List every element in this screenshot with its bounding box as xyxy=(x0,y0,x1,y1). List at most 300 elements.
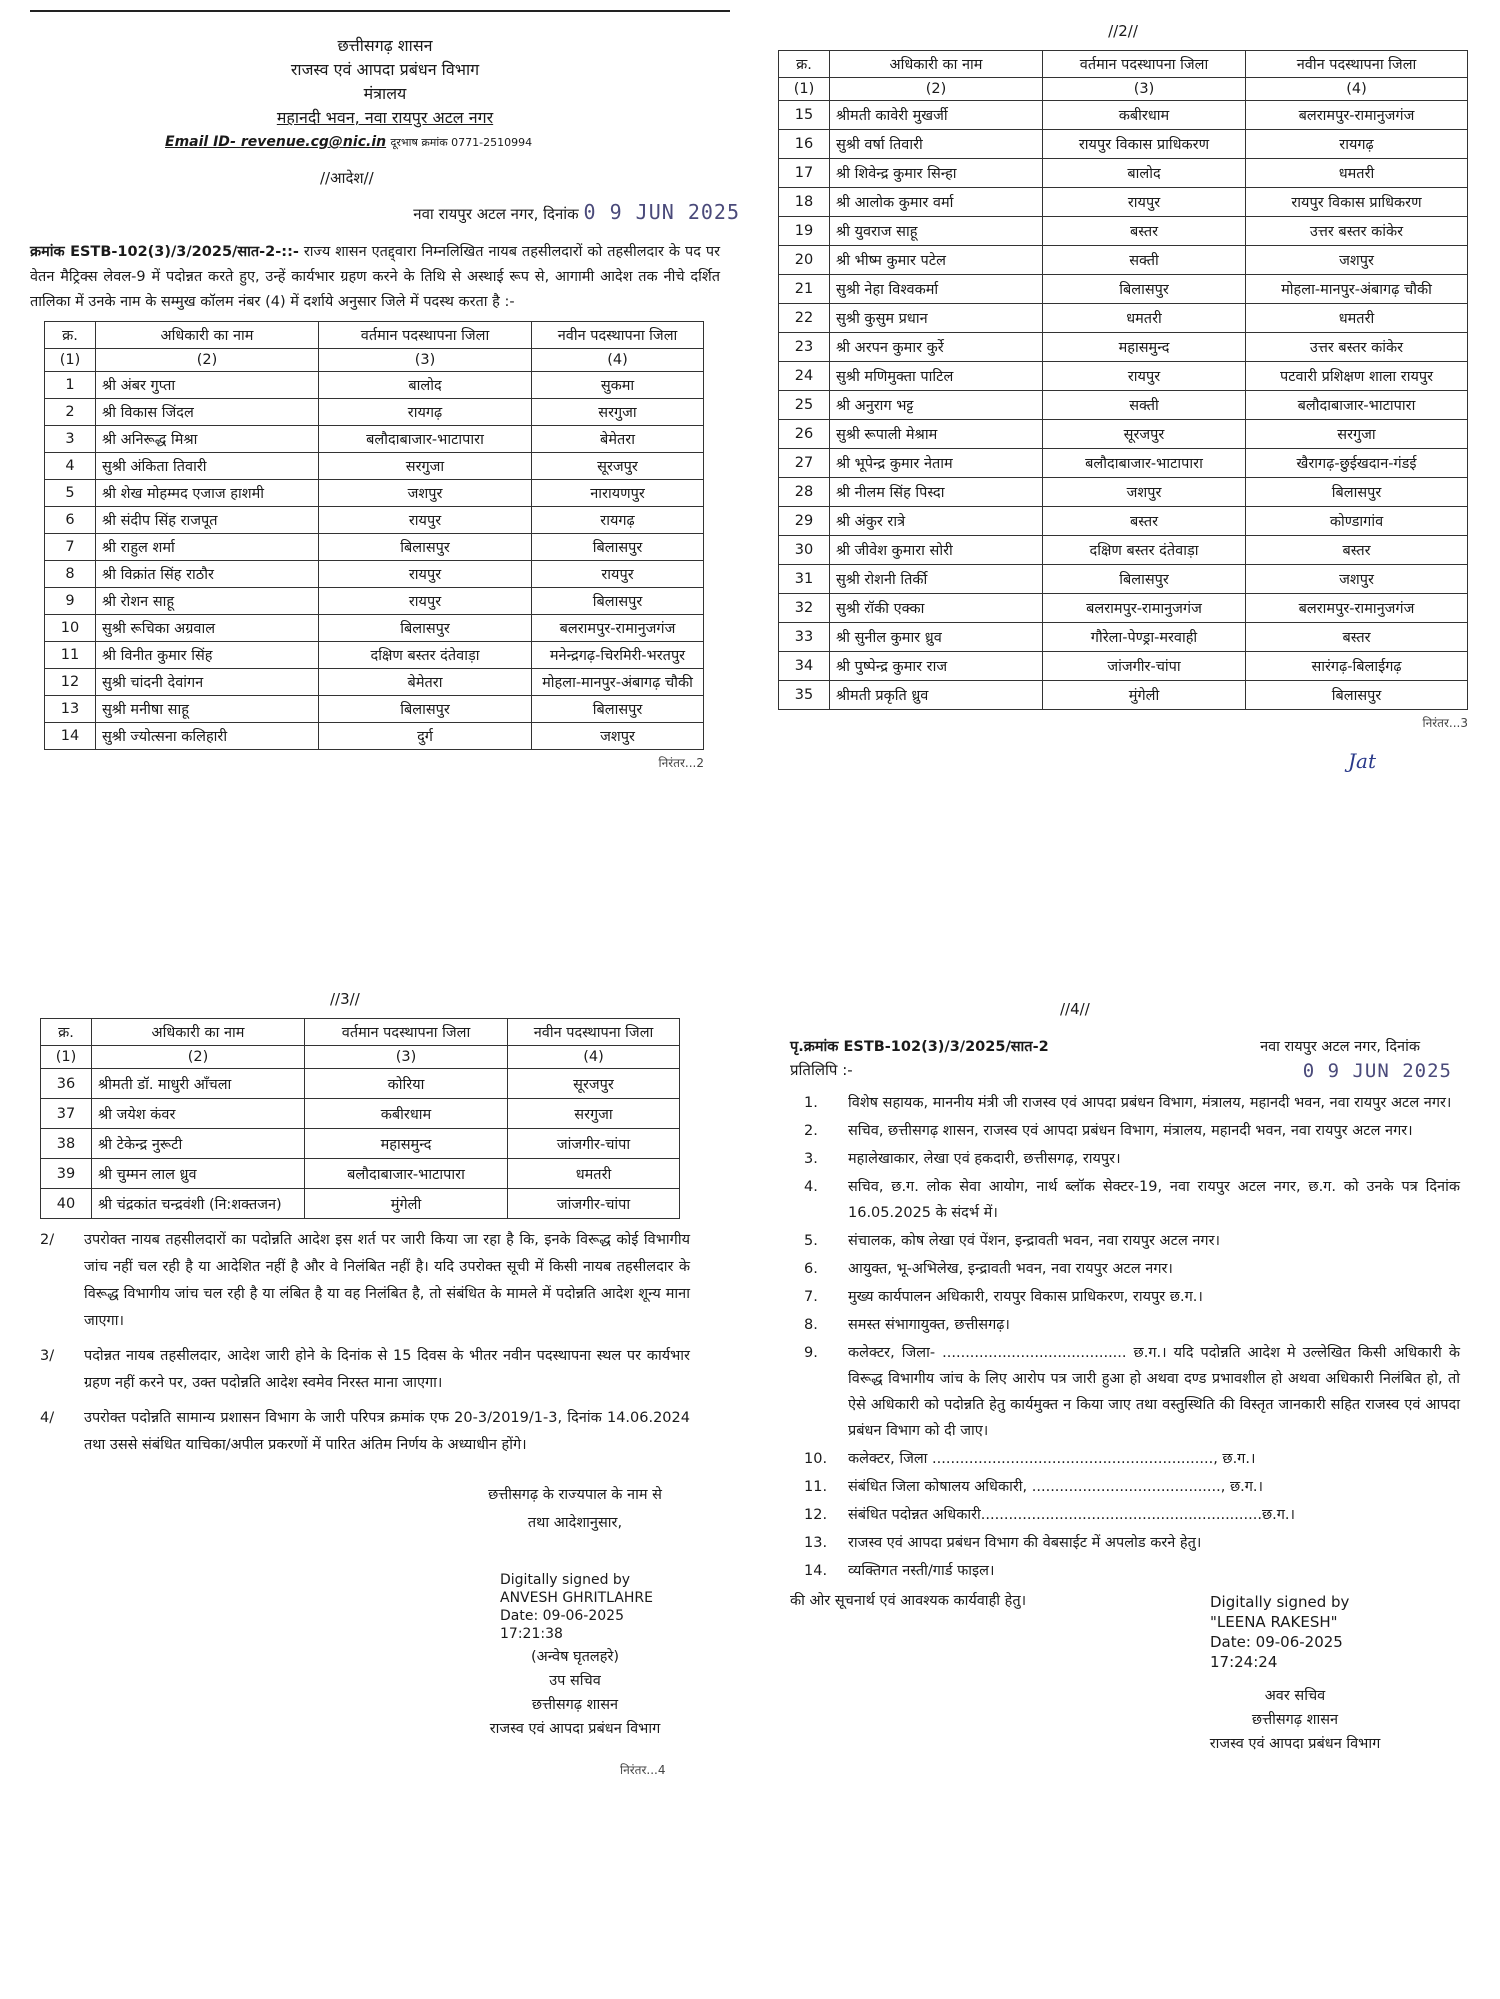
cell-new-district: रायपुर विकास प्राधिकरण xyxy=(1246,188,1468,217)
cell-new-district: मोहला-मानपुर-अंबागढ़ चौकी xyxy=(1246,275,1468,304)
table-row xyxy=(45,696,704,723)
digital-signature-1 xyxy=(500,1571,700,1643)
item-num: 14. xyxy=(804,1563,828,1579)
promotion-table-2 xyxy=(778,50,1468,710)
page-4 xyxy=(790,1000,1460,1756)
cell-current-district: रायपुर xyxy=(1043,362,1246,391)
cell-new-district: रायगढ़ xyxy=(532,507,704,534)
table-row xyxy=(41,1189,680,1219)
signer-govt: छत्तीसगढ़ शासन xyxy=(531,1697,619,1713)
cell-sno: 12 xyxy=(45,669,96,696)
cell-officer-name: सुश्री मनीषा साहू xyxy=(96,696,319,723)
condition-text: उपरोक्त पदोन्नति सामान्य प्रशासन विभाग के जारी परिपत्र क्रमांक एफ 20-3/2019/1-3, दिनांक 14.06.2024 तथा उससे संबंधित याचिका/अपील प्रकरणों में पारित अंतिम निर्णय के अध्याधीन होंगे। xyxy=(84,1410,690,1453)
govt-name: छत्तीसगढ़ शासन xyxy=(337,36,433,55)
cell-new-district: सुकमा xyxy=(532,372,704,399)
cell-sno: 24 xyxy=(779,362,830,391)
colnum-1: (1) xyxy=(41,1046,92,1069)
table-row xyxy=(45,615,704,642)
cell-new-district: जशपुर xyxy=(532,723,704,750)
cell-sno: 4 xyxy=(45,453,96,480)
item-text: आयुक्त, भू-अभिलेख, इन्द्रावती भवन, नवा रायपुर अटल नगर। xyxy=(848,1261,1173,1277)
table-row xyxy=(45,372,704,399)
item-text: विशेष सहायक, माननीय मंत्री जी राजस्व एवं आपदा प्रबंधन विभाग, मंत्रालय, महानदी भवन, नवा रायपुर अटल नगर। xyxy=(848,1095,1452,1111)
item-num: 4. xyxy=(804,1179,818,1195)
cell-current-district: बिलासपुर xyxy=(319,534,532,561)
cell-sno: 1 xyxy=(45,372,96,399)
table-header-row xyxy=(45,322,704,349)
cell-new-district: बस्तर xyxy=(1246,623,1468,652)
cell-sno: 39 xyxy=(41,1159,92,1189)
table-row xyxy=(45,561,704,588)
cell-new-district: जांजगीर-चांपा xyxy=(508,1129,680,1159)
cell-current-district: बिलासपुर xyxy=(319,696,532,723)
cell-sno: 36 xyxy=(41,1069,92,1099)
cell-current-district: मुंगेली xyxy=(305,1189,508,1219)
continued-note: निरंतर...3 xyxy=(1422,716,1468,730)
cell-new-district: बिलासपुर xyxy=(1246,478,1468,507)
condition-text: पदोन्नत नायब तहसीलदार, आदेश जारी होने के दिनांक से 15 दिवस के भीतर नवीन पदस्थापना स्थल पर कार्यभार ग्रहण नहीं करने पर, उक्त पदोन्नति आदेश स्वमेव निरस्त माना जाएगा। xyxy=(84,1348,690,1391)
table-row xyxy=(45,426,704,453)
col-header-sno: क्र. xyxy=(779,51,830,78)
item-num: 8. xyxy=(804,1317,818,1333)
cell-new-district: बस्तर xyxy=(1246,536,1468,565)
copy-list-item xyxy=(790,1118,1460,1144)
table-row xyxy=(779,362,1468,391)
item-text: कलेक्टर, जिला ............................................................., छ.ग.। xyxy=(848,1451,1256,1467)
page-number: //2// xyxy=(1108,22,1138,40)
page-number: //3// xyxy=(330,990,360,1008)
table-body xyxy=(41,1069,680,1219)
table-row xyxy=(779,275,1468,304)
cell-sno: 26 xyxy=(779,420,830,449)
cell-new-district: पटवारी प्रशिक्षण शाला रायपुर xyxy=(1246,362,1468,391)
cell-officer-name: श्री सुनील कुमार ध्रुव xyxy=(830,623,1043,652)
cell-current-district: सूरजपुर xyxy=(1043,420,1246,449)
item-num: 7. xyxy=(804,1289,818,1305)
cell-officer-name: श्री पुष्पेन्द्र कुमार राज xyxy=(830,652,1043,681)
table-header-row xyxy=(41,1019,680,1046)
sig-label: Digitally signed by xyxy=(500,1572,631,1588)
cell-current-district: सक्ती xyxy=(1043,391,1246,420)
cell-sno: 11 xyxy=(45,642,96,669)
colnum-2: (2) xyxy=(830,78,1043,101)
item-text: समस्त संभागायुक्त, छत्तीसगढ़। xyxy=(848,1317,1010,1333)
sig-date: Date: 09-06-2025 xyxy=(500,1608,624,1624)
table-row xyxy=(779,130,1468,159)
copy-list-item xyxy=(790,1090,1460,1116)
colnum-3: (3) xyxy=(319,349,532,372)
cell-officer-name: सुश्री अंकिता तिवारी xyxy=(96,453,319,480)
cell-sno: 22 xyxy=(779,304,830,333)
copy-ref: पृ.क्रमांक ESTB-102(3)/3/2025/सात-2 xyxy=(790,1039,1049,1055)
cell-officer-name: सुश्री नेहा विश्वकर्मा xyxy=(830,275,1043,304)
col-header-name: अधिकारी का नाम xyxy=(830,51,1043,78)
cell-new-district: सूरजपुर xyxy=(508,1069,680,1099)
cell-officer-name: श्री अनुराग भट्ट xyxy=(830,391,1043,420)
colnum-4: (4) xyxy=(508,1046,680,1069)
col-header-name: अधिकारी का नाम xyxy=(96,322,319,349)
sig-date: Date: 09-06-2025 xyxy=(1210,1633,1343,1651)
cell-sno: 29 xyxy=(779,507,830,536)
cell-current-district: बलौदाबाजार-भाटापारा xyxy=(305,1159,508,1189)
cell-current-district: बिलासपुर xyxy=(1043,275,1246,304)
cell-sno: 35 xyxy=(779,681,830,710)
cell-new-district: सरगुजा xyxy=(508,1099,680,1129)
page-1 xyxy=(30,10,740,771)
continued-note: निरंतर...4 xyxy=(620,1763,666,1777)
email-link[interactable]: Email ID- revenue.cg@nic.in xyxy=(165,134,387,150)
table-row xyxy=(45,642,704,669)
item-text: सचिव, छत्तीसगढ़ शासन, राजस्व एवं आपदा प्रबंधन विभाग, मंत्रालय, महानदी भवन, नवा रायपुर अटल नगर। xyxy=(848,1123,1413,1139)
cell-current-district: बालोद xyxy=(1043,159,1246,188)
governor-line-1: छत्तीसगढ़ के राज्यपाल के नाम से xyxy=(488,1487,662,1503)
ministry-name: मंत्रालय xyxy=(363,84,407,103)
cell-officer-name: सुश्री चांदनी देवांगन xyxy=(96,669,319,696)
cell-current-district: दक्षिण बस्तर दंतेवाड़ा xyxy=(319,642,532,669)
condition-num: 2/ xyxy=(40,1232,55,1248)
cell-officer-name: श्री भीष्म कुमार पटेल xyxy=(830,246,1043,275)
continued-note: निरंतर...2 xyxy=(658,756,704,770)
cell-sno: 18 xyxy=(779,188,830,217)
table-row xyxy=(45,669,704,696)
cell-new-district: बिलासपुर xyxy=(532,696,704,723)
table-row xyxy=(779,246,1468,275)
sig-name: ANVESH GHRITLAHRE xyxy=(500,1590,653,1606)
cell-sno: 10 xyxy=(45,615,96,642)
cell-new-district: बलरामपुर-रामानुजगंज xyxy=(1246,594,1468,623)
cell-sno: 25 xyxy=(779,391,830,420)
cell-current-district: रायपुर xyxy=(319,588,532,615)
cell-officer-name: श्री संदीप सिंह राजपूत xyxy=(96,507,319,534)
cell-new-district: खैरागढ़-छुईखदान-गंडई xyxy=(1246,449,1468,478)
initials-signature: Jat xyxy=(1348,749,1376,773)
cell-officer-name: श्री शिवेन्द्र कुमार सिन्हा xyxy=(830,159,1043,188)
copy-list-item xyxy=(790,1530,1460,1556)
col-header-new: नवीन पदस्थापना जिला xyxy=(532,322,704,349)
copy-list-item xyxy=(790,1340,1460,1444)
signer-dept: राजस्व एवं आपदा प्रबंधन विभाग xyxy=(489,1721,661,1737)
page-2 xyxy=(778,22,1468,773)
cell-officer-name: सुश्री वर्षा तिवारी xyxy=(830,130,1043,159)
cell-sno: 27 xyxy=(779,449,830,478)
item-num: 10. xyxy=(804,1451,828,1467)
promotion-table-1 xyxy=(44,321,704,750)
page-3 xyxy=(40,990,700,1778)
col-header-sno: क्र. xyxy=(41,1019,92,1046)
copy-list-item xyxy=(790,1284,1460,1310)
col-header-current: वर्तमान पदस्थापना जिला xyxy=(319,322,532,349)
cell-officer-name: श्रीमती प्रकृति ध्रुव xyxy=(830,681,1043,710)
cell-officer-name: श्रीमती कावेरी मुखर्जी xyxy=(830,101,1043,130)
cell-officer-name: सुश्री रूचिका अग्रवाल xyxy=(96,615,319,642)
table-row xyxy=(41,1069,680,1099)
col-header-current: वर्तमान पदस्थापना जिला xyxy=(305,1019,508,1046)
copy-list-item xyxy=(790,1146,1460,1172)
colnum-2: (2) xyxy=(96,349,319,372)
cell-officer-name: श्री जीवेश कुमारा सोरी xyxy=(830,536,1043,565)
cell-sno: 20 xyxy=(779,246,830,275)
cell-officer-name: श्रीमती डॉ. माधुरी आँचला xyxy=(92,1069,305,1099)
cell-sno: 9 xyxy=(45,588,96,615)
table-row xyxy=(45,507,704,534)
copy-list-item xyxy=(790,1256,1460,1282)
cell-new-district: जशपुर xyxy=(1246,246,1468,275)
cell-officer-name: श्री अरपन कुमार कुर्रे xyxy=(830,333,1043,362)
cell-new-district: बिलासपुर xyxy=(1246,681,1468,710)
closing-line: की ओर सूचनार्थ एवं आवश्यक कार्यवाही हेतु। xyxy=(790,1593,1027,1609)
page-number: //4// xyxy=(1060,1000,1090,1018)
cell-new-district: रायपुर xyxy=(532,561,704,588)
table-row xyxy=(779,333,1468,362)
cell-sno: 15 xyxy=(779,101,830,130)
table-row xyxy=(779,536,1468,565)
signer-dept: राजस्व एवं आपदा प्रबंधन विभाग xyxy=(1209,1736,1381,1752)
cell-officer-name: श्री टेकेन्द्र नुरूटी xyxy=(92,1129,305,1159)
cell-current-district: दुर्ग xyxy=(319,723,532,750)
cell-current-district: बस्तर xyxy=(1043,507,1246,536)
item-num: 5. xyxy=(804,1233,818,1249)
item-text: संबंधित जिला कोषालय अधिकारी, ........................................., छ.ग.। xyxy=(848,1479,1263,1495)
cell-officer-name: सुश्री ज्योत्सना कलिहारी xyxy=(96,723,319,750)
cell-officer-name: सुश्री रूपाली मेश्राम xyxy=(830,420,1043,449)
cell-new-district: बिलासपुर xyxy=(532,588,704,615)
cell-sno: 8 xyxy=(45,561,96,588)
table-row xyxy=(779,681,1468,710)
cell-new-district: बलरामपुर-रामानुजगंज xyxy=(1246,101,1468,130)
item-num: 11. xyxy=(804,1479,828,1495)
colnum-3: (3) xyxy=(305,1046,508,1069)
cell-officer-name: श्री अंबर गुप्ता xyxy=(96,372,319,399)
cell-current-district: रायपुर विकास प्राधिकरण xyxy=(1043,130,1246,159)
cell-sno: 37 xyxy=(41,1099,92,1129)
cell-current-district: धमतरी xyxy=(1043,304,1246,333)
cell-sno: 5 xyxy=(45,480,96,507)
cell-officer-name: श्री विनीत कुमार सिंह xyxy=(96,642,319,669)
table-row xyxy=(779,188,1468,217)
cell-officer-name: श्री शेख मोहम्मद एजाज हाशमी xyxy=(96,480,319,507)
cell-sno: 14 xyxy=(45,723,96,750)
cell-sno: 21 xyxy=(779,275,830,304)
cell-current-district: बेमेतरा xyxy=(319,669,532,696)
cell-officer-name: श्री आलोक कुमार वर्मा xyxy=(830,188,1043,217)
cell-new-district: धमतरी xyxy=(1246,159,1468,188)
cell-sno: 7 xyxy=(45,534,96,561)
digital-signature-2 xyxy=(1210,1592,1460,1672)
colnum-4: (4) xyxy=(1246,78,1468,101)
table-row xyxy=(41,1129,680,1159)
table-row xyxy=(779,217,1468,246)
table-row xyxy=(45,453,704,480)
table-row xyxy=(779,101,1468,130)
office-address: महानदी भवन, नवा रायपुर अटल नगर xyxy=(276,108,494,127)
order-ref: क्रमांक ESTB-102(3)/3/2025/सात-2-::- xyxy=(30,244,299,260)
cell-officer-name: श्री जयेश कंवर xyxy=(92,1099,305,1129)
item-num: 2. xyxy=(804,1123,818,1139)
table-row xyxy=(45,588,704,615)
table-row xyxy=(779,594,1468,623)
item-text: राजस्व एवं आपदा प्रबंधन विभाग की वेबसाईट में अपलोड करने हेतु। xyxy=(848,1535,1202,1551)
table-row xyxy=(779,478,1468,507)
cell-new-district: मनेन्द्रगढ़-चिरमिरी-भरतपुर xyxy=(532,642,704,669)
cell-current-district: दक्षिण बस्तर दंतेवाड़ा xyxy=(1043,536,1246,565)
cell-current-district: रायगढ़ xyxy=(319,399,532,426)
cell-current-district: महासमुन्द xyxy=(1043,333,1246,362)
cell-sno: 33 xyxy=(779,623,830,652)
item-text: व्यक्तिगत नस्ती/गार्ड फाइल। xyxy=(848,1563,995,1579)
table-row xyxy=(45,480,704,507)
table-row xyxy=(779,159,1468,188)
condition-3 xyxy=(40,1343,690,1397)
cell-sno: 38 xyxy=(41,1129,92,1159)
cell-current-district: सरगुजा xyxy=(319,453,532,480)
governor-line-2: तथा आदेशानुसार, xyxy=(527,1515,623,1531)
order-body: राज्य शासन एतद्द्वारा निम्नलिखित नायब तहसीलदारों को तहसीलदार के पद पर वेतन मैट्रिक्स लेवल-9 में पदोन्नत करते हुए, उन्हें कार्यभार ग्रहण करने के तिथि से अस्थाई रूप से, आगामी आदेश तक नीचे दर्शित तालिका में उनके नाम के सम्मुख कॉलम नंबर (4) में दर्शाये अनुसार जिले में पदस्थ करता है :- xyxy=(30,244,721,310)
cell-current-district: बस्तर xyxy=(1043,217,1246,246)
cell-sno: 13 xyxy=(45,696,96,723)
cell-current-district: रायपुर xyxy=(1043,188,1246,217)
cell-current-district: जशपुर xyxy=(1043,478,1246,507)
place-date: नवा रायपुर अटल नगर, दिनांक xyxy=(1260,1039,1420,1055)
table-row xyxy=(779,623,1468,652)
colnum-2: (2) xyxy=(92,1046,305,1069)
cell-officer-name: श्री चंद्रकांत चन्द्रवंशी (नि:शक्तजन) xyxy=(92,1189,305,1219)
sig-label: Digitally signed by xyxy=(1210,1593,1350,1611)
cell-new-district: बलौदाबाजार-भाटापारा xyxy=(1246,391,1468,420)
copy-to-label: प्रतिलिपि :- xyxy=(790,1061,853,1079)
table-row xyxy=(779,420,1468,449)
table-row xyxy=(779,507,1468,536)
cell-current-district: रायपुर xyxy=(319,507,532,534)
place-date: नवा रायपुर अटल नगर, दिनांक xyxy=(413,205,579,223)
copy-list-item xyxy=(790,1502,1460,1528)
cell-new-district: नारायणपुर xyxy=(532,480,704,507)
copy-list-item xyxy=(790,1474,1460,1500)
cell-officer-name: सुश्री कुसुम प्रधान xyxy=(830,304,1043,333)
cell-new-district: जशपुर xyxy=(1246,565,1468,594)
cell-officer-name: श्री अंकुर रात्रे xyxy=(830,507,1043,536)
cell-sno: 17 xyxy=(779,159,830,188)
item-num: 6. xyxy=(804,1261,818,1277)
item-text: संबंधित पदोन्नत अधिकारी.............................................................छ.ग.। xyxy=(848,1507,1295,1523)
item-text: कलेक्टर, जिला- ........................................ छ.ग.। यदि पदोन्नति आदेश मे उल्लेखित किसी अधिकारी के विरूद्ध विभागीय जांच के लिए आरोप पत्र जारी हुआ हो अथवा दण्ड प्रभावशील हो अथवा अधिकारी निलंबित हो, तो ऐसे अधिकारी को पदोन्नति हेतु कार्यमुक्त न किया जाए तथा वस्तुस्थिति की विस्तृत जानकारी सहित राजस्व एवं आपदा प्रबंधन विभाग को दी जाए। xyxy=(848,1345,1460,1439)
cell-sno: 40 xyxy=(41,1189,92,1219)
top-rule xyxy=(30,10,730,12)
cell-new-district: रायगढ़ xyxy=(1246,130,1468,159)
col-header-new: नवीन पदस्थापना जिला xyxy=(508,1019,680,1046)
cell-current-district: कोरिया xyxy=(305,1069,508,1099)
sig-name: "LEENA RAKESH" xyxy=(1210,1613,1338,1631)
phone-number: दूरभाष क्रमांक 0771-2510994 xyxy=(390,136,533,149)
cell-current-district: सक्ती xyxy=(1043,246,1246,275)
cell-new-district: धमतरी xyxy=(1246,304,1468,333)
date-stamp: 0 9 JUN 2025 xyxy=(583,200,740,224)
cell-new-district: जांजगीर-चांपा xyxy=(508,1189,680,1219)
col-header-sno: क्र. xyxy=(45,322,96,349)
cell-current-district: रायपुर xyxy=(319,561,532,588)
cell-sno: 31 xyxy=(779,565,830,594)
col-header-name: अधिकारी का नाम xyxy=(92,1019,305,1046)
cell-officer-name: श्री विक्रांत सिंह राठौर xyxy=(96,561,319,588)
item-text: संचालक, कोष लेखा एवं पेंशन, इन्द्रावती भवन, नवा रायपुर अटल नगर। xyxy=(848,1233,1221,1249)
signer-name: (अन्वेष घृतलहरे) xyxy=(530,1649,620,1665)
condition-2 xyxy=(40,1227,690,1335)
copy-list-item xyxy=(790,1558,1460,1584)
cell-sno: 23 xyxy=(779,333,830,362)
condition-text: उपरोक्त नायब तहसीलदारों का पदोन्नति आदेश इस शर्त पर जारी किया जा रहा है कि, इनके विरूद्ध कोई विभागीय जांच नहीं चल रही है या आदेशित नहीं है और वे निलंबित नहीं है। यदि उपरोक्त सूची में किसी नायब तहसीलदार के विरूद्ध विभागीय जांच चल रही है या लंबित है या वह निलंबित है, तो संबंधित के मामले में पदोन्नति आदेश शून्य माना जाएगा। xyxy=(84,1232,690,1329)
sig-time: 17:21:38 xyxy=(500,1626,563,1642)
table-colnum-row xyxy=(45,349,704,372)
signer-designation: उप सचिव xyxy=(549,1673,601,1689)
cell-new-district: बलरामपुर-रामानुजगंज xyxy=(532,615,704,642)
table-row xyxy=(45,399,704,426)
cell-current-district: बालोद xyxy=(319,372,532,399)
cell-current-district: जांजगीर-चांपा xyxy=(1043,652,1246,681)
cell-sno: 30 xyxy=(779,536,830,565)
cell-sno: 19 xyxy=(779,217,830,246)
table-row xyxy=(779,565,1468,594)
cell-current-district: गौरेला-पेण्ड्रा-मरवाही xyxy=(1043,623,1246,652)
col-header-new: नवीन पदस्थापना जिला xyxy=(1246,51,1468,78)
item-num: 1. xyxy=(804,1095,818,1111)
col-header-current: वर्तमान पदस्थापना जिला xyxy=(1043,51,1246,78)
cell-new-district: सरगुजा xyxy=(532,399,704,426)
copy-list-item xyxy=(790,1446,1460,1472)
cell-current-district: बलौदाबाजार-भाटापारा xyxy=(1043,449,1246,478)
cell-current-district: कबीरधाम xyxy=(1043,101,1246,130)
copy-list-item xyxy=(790,1228,1460,1254)
cell-current-district: बलरामपुर-रामानुजगंज xyxy=(1043,594,1246,623)
cell-officer-name: श्री राहुल शर्मा xyxy=(96,534,319,561)
cell-new-district: धमतरी xyxy=(508,1159,680,1189)
item-text: मुख्य कार्यपालन अधिकारी, रायपुर विकास प्राधिकरण, रायपुर छ.ग.। xyxy=(848,1289,1203,1305)
table-row xyxy=(779,449,1468,478)
colnum-3: (3) xyxy=(1043,78,1246,101)
condition-4 xyxy=(40,1405,690,1459)
cell-new-district: सरगुजा xyxy=(1246,420,1468,449)
cell-new-district: सूरजपुर xyxy=(532,453,704,480)
copy-list-item xyxy=(790,1312,1460,1338)
table-row xyxy=(41,1099,680,1129)
cell-sno: 6 xyxy=(45,507,96,534)
signer-designation: अवर सचिव xyxy=(1264,1688,1326,1704)
item-text: सचिव, छ.ग. लोक सेवा आयोग, नार्थ ब्लॉक सेक्टर-19, नवा रायपुर अटल नगर, छ.ग. को उनके पत्र दिनांक 16.05.2025 के संदर्भ में। xyxy=(848,1179,1460,1221)
cell-new-district: कोण्डागांव xyxy=(1246,507,1468,536)
item-num: 3. xyxy=(804,1151,818,1167)
promotion-table-3 xyxy=(40,1018,680,1219)
copy-list xyxy=(790,1090,1460,1584)
cell-officer-name: श्री भूपेन्द्र कुमार नेताम xyxy=(830,449,1043,478)
table-row xyxy=(45,723,704,750)
sig-time: 17:24:24 xyxy=(1210,1653,1278,1671)
cell-new-district: मोहला-मानपुर-अंबागढ़ चौकी xyxy=(532,669,704,696)
cell-current-district: मुंगेली xyxy=(1043,681,1246,710)
cell-new-district: उत्तर बस्तर कांकेर xyxy=(1246,333,1468,362)
cell-current-district: बिलासपुर xyxy=(319,615,532,642)
cell-officer-name: सुश्री रॉकी एक्का xyxy=(830,594,1043,623)
condition-num: 3/ xyxy=(40,1348,55,1364)
colnum-1: (1) xyxy=(45,349,96,372)
cell-officer-name: श्री अनिरूद्ध मिश्रा xyxy=(96,426,319,453)
date-stamp: 0 9 JUN 2025 xyxy=(1302,1060,1452,1082)
cell-officer-name: सुश्री रोशनी तिर्की xyxy=(830,565,1043,594)
cell-current-district: बलौदाबाजार-भाटापारा xyxy=(319,426,532,453)
conditions xyxy=(40,1227,690,1459)
signer-govt: छत्तीसगढ़ शासन xyxy=(1251,1712,1339,1728)
dept-name: राजस्व एवं आपदा प्रबंधन विभाग xyxy=(290,60,480,79)
cell-sno: 28 xyxy=(779,478,830,507)
cell-sno: 2 xyxy=(45,399,96,426)
table-row xyxy=(45,534,704,561)
